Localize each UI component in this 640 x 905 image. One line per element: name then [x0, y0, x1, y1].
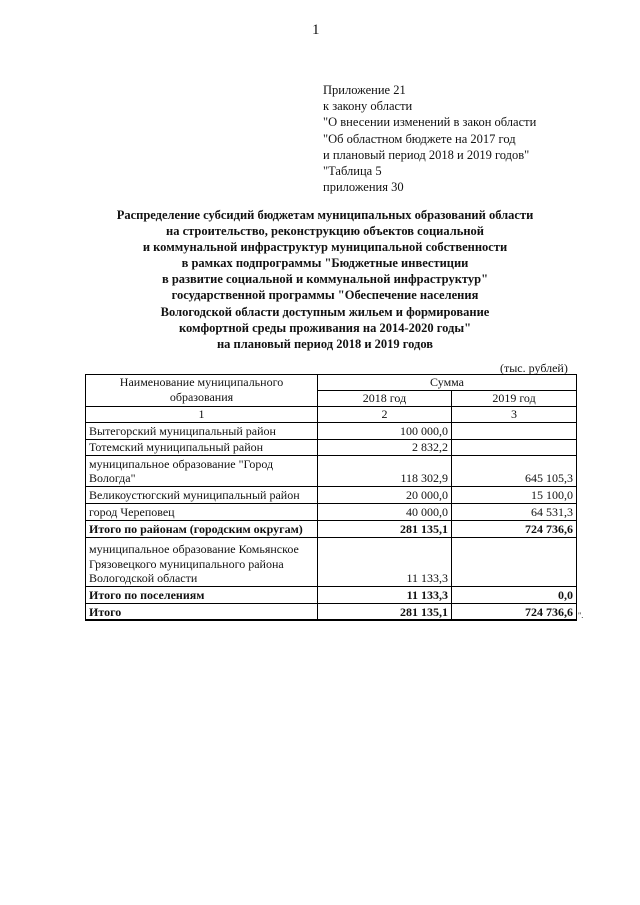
appendix-line: "Об областном бюджете на 2017 год [323, 131, 516, 146]
total-row [86, 603, 577, 620]
row-value-2018: 2 832,2 [318, 439, 452, 455]
title-line: Вологодской области доступным жильем и формирование [160, 304, 490, 319]
appendix-line: к закону области [323, 99, 413, 114]
units-label: (тыс. рублей) [500, 361, 568, 375]
row-name: Вытегорский муниципальный район [86, 422, 318, 439]
appendix-line: и плановый период 2018 и 2019 годов" [323, 147, 530, 162]
title-line: в развитие социальной и коммунальной инфраструктур" [161, 272, 489, 287]
row-value-2018: 118 302,9 [318, 455, 452, 486]
row-name: Итого по районам (городским округам) [86, 520, 318, 537]
appendix-line: "О внесении изменений в закон области [323, 115, 537, 130]
table-row [86, 537, 577, 586]
title-line: в рамках подпрограммы "Бюджетные инвестиции [181, 256, 469, 271]
page-number: 1 [312, 22, 320, 38]
appendix-line: "Таблица 5 [323, 164, 382, 179]
subtotal-row [86, 520, 577, 537]
title-line: на плановый период 2018 и 2019 годов [216, 336, 434, 351]
row-name: Тотемский муниципальный район [86, 439, 318, 455]
header-col-number: 2 [318, 407, 452, 423]
row-value-2019: 64 531,3 [452, 503, 577, 520]
subtotal-row [86, 586, 577, 603]
appendix-line: приложения 30 [323, 180, 404, 195]
table-row [86, 439, 577, 455]
row-value-2018: 11 133,3 [318, 586, 452, 603]
header-year-2019: 2019 год [452, 391, 577, 407]
row-value-2019 [452, 422, 577, 439]
row-name: Итого по поселениям [86, 586, 318, 603]
row-value-2019: 724 736,6 [452, 603, 577, 620]
row-name: муниципальное образование Комьянское Грязовецкого муниципального района Вологодской области [86, 537, 318, 586]
row-value-2019: 724 736,6 [452, 520, 577, 537]
row-value-2018: 20 000,0 [318, 486, 452, 503]
title-line: комфортной среды проживания на 2014-2020 годы" [178, 320, 472, 335]
header-col-number: 1 [86, 407, 318, 423]
row-value-2018: 281 135,1 [318, 520, 452, 537]
table-row [86, 503, 577, 520]
header-col-number: 3 [452, 407, 577, 423]
appendix-line: Приложение 21 [323, 83, 406, 97]
row-value-2018: 100 000,0 [318, 422, 452, 439]
title-line: Распределение субсидий бюджетам муниципальных образований области [116, 208, 534, 222]
document-title [95, 207, 555, 352]
header-name-column: Наименование муниципального образования [86, 375, 318, 407]
row-value-2019: 645 105,3 [452, 455, 577, 486]
row-value-2018: 281 135,1 [318, 603, 452, 620]
row-name: Итого [86, 603, 318, 620]
row-name: Великоустюгский муниципальный район [86, 486, 318, 503]
row-value-2019 [452, 537, 577, 586]
row-value-2019: 0,0 [452, 586, 577, 603]
table-row [86, 486, 577, 503]
table-row [86, 455, 577, 486]
title-line: на строительство, реконструкцию объектов социальной [166, 224, 484, 239]
title-line: и коммунальной инфраструктур муниципальной собственности [142, 240, 508, 255]
header-year-2018: 2018 год [318, 391, 452, 407]
row-name: город Череповец [86, 503, 318, 520]
header-sum-column: Сумма [318, 375, 577, 391]
title-line: государственной программы "Обеспечение населения [171, 288, 479, 303]
table-row [86, 422, 577, 439]
row-name: муниципальное образование "Город Вологда" [86, 455, 318, 486]
row-value-2019: 15 100,0 [452, 486, 577, 503]
appendix-heading [323, 82, 536, 195]
subsidies-table [85, 374, 577, 621]
row-value-2018: 11 133,3 [318, 537, 452, 586]
closing-quote: ". [578, 611, 584, 620]
row-value-2019 [452, 439, 577, 455]
row-value-2018: 40 000,0 [318, 503, 452, 520]
